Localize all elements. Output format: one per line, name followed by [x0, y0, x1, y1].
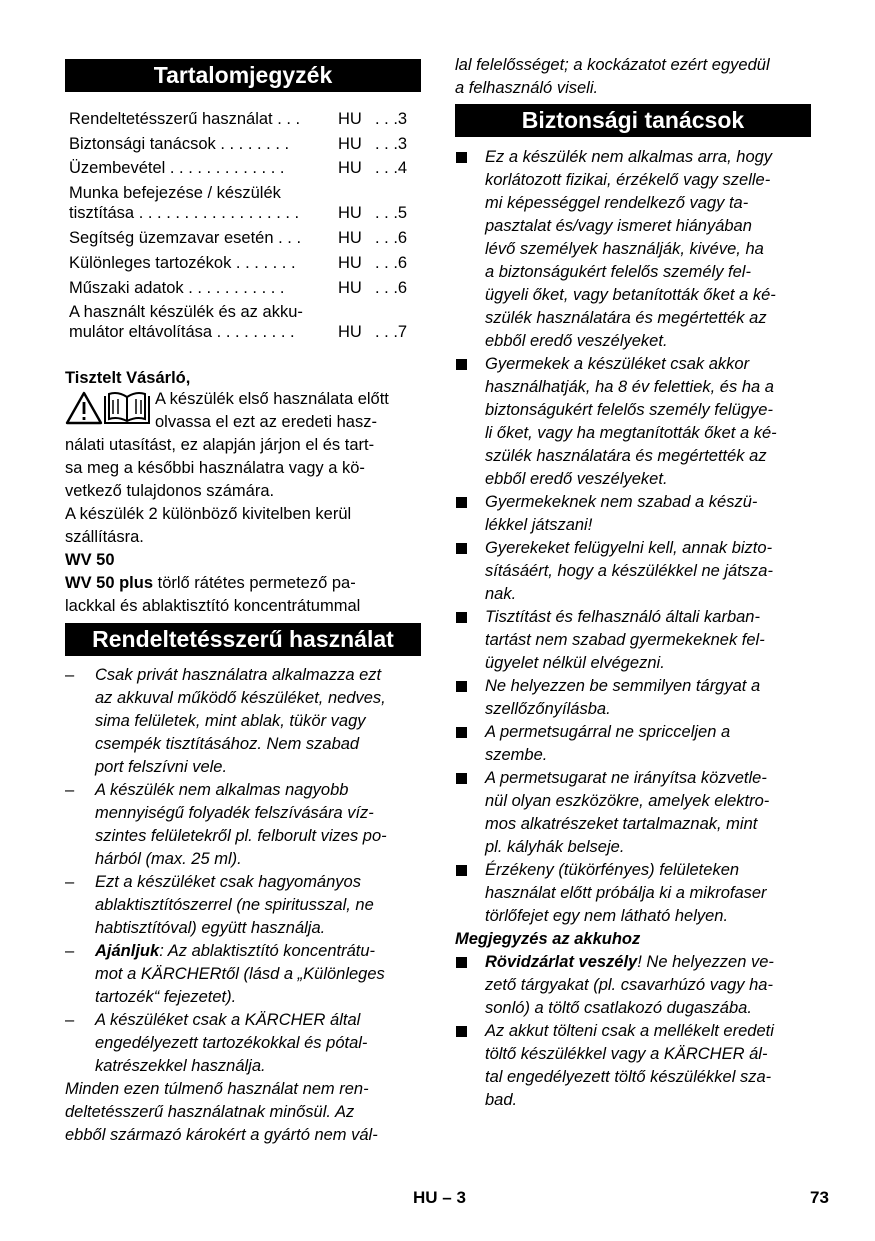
toc-entry: Különleges tartozékok . . . . . . . HU . . .6	[69, 254, 408, 272]
usage-closing: Minden ezen túlmenő használat nem ren- deltetésszerű használatnak minősül. Az ebből származó károkért a gyártó nem vál-	[65, 1080, 378, 1144]
toc-entry: Segítség üzemzavar esetén . . . HU . . .6	[69, 229, 408, 247]
model-wv50-plus: WV 50 plus törlő rátétes permetező pa-	[65, 574, 356, 592]
square-bullet-icon	[456, 359, 467, 370]
square-bullet-icon	[456, 727, 467, 738]
square-bullet-icon	[456, 681, 467, 692]
square-bullet-icon	[456, 865, 467, 876]
greeting-line: vetkező tulajdonos számára.	[65, 482, 275, 500]
warning-icons	[65, 390, 153, 426]
toc-entry: mulátor eltávolítása . . . . . . . . . HU . . .7	[69, 323, 408, 341]
footer-page-number: 73	[810, 1188, 829, 1207]
usage-heading: Rendeltetésszerű használat	[65, 623, 421, 656]
greeting-salutation: Tisztelt Vásárló,	[65, 369, 191, 387]
warning-triangle-icon	[67, 393, 101, 423]
greeting-line: A készülék első használata előtt	[155, 390, 389, 408]
model-wv50: WV 50	[65, 551, 115, 569]
battery-heading: Megjegyzés az akkuhoz	[455, 930, 641, 948]
greeting-line: sa meg a későbbi használatra vagy a kö-	[65, 459, 365, 477]
square-bullet-icon	[456, 497, 467, 508]
open-book-icon	[105, 393, 149, 423]
toc-entry: Rendeltetésszerű használat . . . HU . . .3	[69, 110, 408, 128]
footer-section-label: HU – 3	[413, 1188, 466, 1207]
greeting-line: A készülék 2 különböző kivitelben kerül	[65, 505, 352, 523]
toc-entry: tisztítása . . . . . . . . . . . . . . . . . . HU . . .5	[69, 204, 408, 222]
square-bullet-icon	[456, 612, 467, 623]
usage-closing-continued: lal felelősséget; a kockázatot ezért egyedül a felhasználó viseli.	[455, 56, 770, 97]
greeting-line: olvassa el ezt az eredeti hasz-	[155, 413, 377, 431]
square-bullet-icon	[456, 1026, 467, 1037]
toc-entry-line1: A használt készülék és az akku-	[69, 303, 303, 321]
toc-entry-line1: Munka befejezése / készülék	[69, 184, 281, 202]
safety-heading: Biztonsági tanácsok	[455, 104, 811, 137]
square-bullet-icon	[456, 543, 467, 554]
toc-heading: Tartalomjegyzék	[65, 59, 421, 92]
model-wv50-plus-line2: lackkal és ablaktisztító koncentrátummal	[65, 597, 361, 615]
greeting-line: szállításra.	[65, 528, 144, 546]
toc-entry: Üzembevétel . . . . . . . . . . . . . HU . . .4	[69, 159, 408, 177]
square-bullet-icon	[456, 957, 467, 968]
square-bullet-icon	[456, 773, 467, 784]
toc-entry: Biztonsági tanácsok . . . . . . . . HU . . .3	[69, 135, 408, 153]
greeting-line: nálati utasítást, ez alapján járjon el és tart-	[65, 436, 375, 454]
toc-entry: Műszaki adatok . . . . . . . . . . . HU . . .6	[69, 279, 408, 297]
square-bullet-icon	[456, 152, 467, 163]
